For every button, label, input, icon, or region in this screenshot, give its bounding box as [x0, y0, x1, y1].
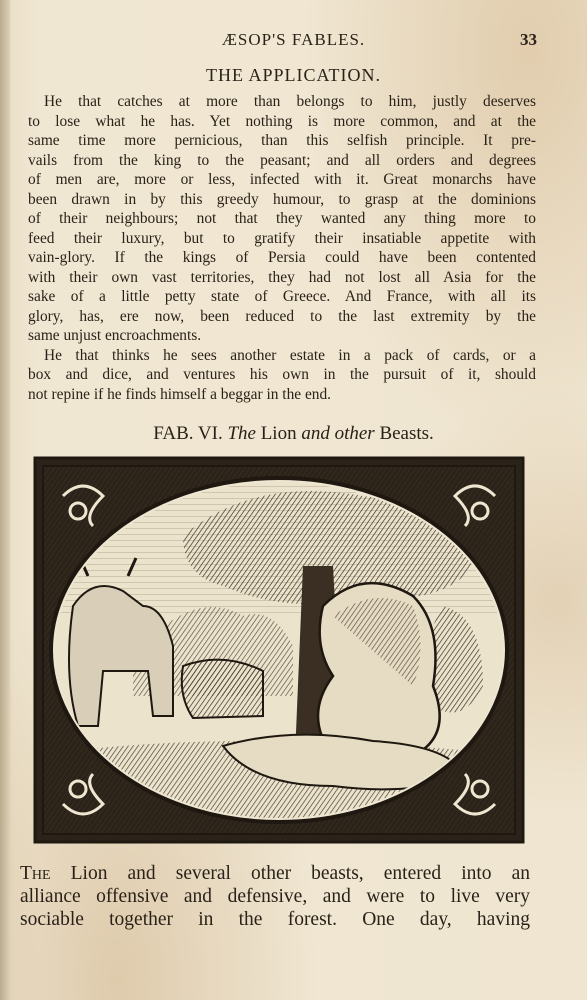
text-line: same unjust encroachments.: [28, 327, 202, 344]
text-line: He that thinks he sees another estate in a pack of cards, or a: [44, 346, 536, 364]
fable-title-beasts: Beasts.: [379, 423, 434, 444]
text-line: vails from the king to the peasant; and all orders and degrees: [28, 151, 536, 169]
text-line: with their own vast territories, they had not lost all Asia for the: [28, 268, 536, 286]
text-line: vain-glory. If the kings of Persia could have been contented: [28, 249, 536, 266]
text-line: box and dice, and ventures his own in the pursuit of it, should: [28, 366, 536, 383]
fable-title-lion: Lion: [260, 423, 297, 444]
text-line: [20, 862, 530, 885]
goat-figure: [182, 660, 263, 718]
text-line: of their neighbours; not that they wanted any thing more to: [28, 210, 536, 227]
text-line: to lose what he has. Yet nothing is more common, and at the: [28, 112, 536, 130]
text-line: He that catches at more than belongs to him, justly deserves: [44, 93, 536, 110]
text-line: not repine if he finds himself a beggar in the end.: [28, 385, 332, 403]
application-heading: THE APPLICATION.: [205, 65, 381, 85]
running-head: [0, 30, 587, 50]
woodcut-illustration: [33, 456, 525, 844]
text-line: sociable together in the forest. One day, having: [20, 909, 530, 930]
text-line: feed their luxury, but to gratify their insatiable appetite with: [28, 229, 536, 247]
fable-text: [20, 862, 530, 931]
fable-number: FAB. VI.: [153, 423, 223, 444]
text-line: glory, has, ere now, been reduced to the last extremity by the: [28, 307, 536, 325]
dropcap-word: The: [20, 863, 51, 884]
text-line: of men are, more or less, infected with it. Great monarchs have: [28, 171, 536, 188]
text-line: alliance offensive and defensive, and were to live very: [20, 886, 530, 907]
text-line: sake of a little petty state of Greece. And France, with all its: [28, 288, 536, 305]
fable-title-the: The: [227, 423, 256, 444]
page-binding-edge: [0, 0, 10, 1000]
fable-title: [0, 423, 587, 445]
running-title: ÆSOP'S FABLES.: [221, 30, 366, 49]
fable-title-and-other: and other: [301, 423, 375, 444]
text-line: been drawn in by this greedy humour, to grasp at the dominions: [28, 190, 536, 208]
text-line: same time more pernicious, than this selfish principle. It pre-: [28, 132, 536, 149]
application-text: [28, 92, 536, 404]
page-number: 33: [520, 30, 537, 49]
text-line-rest: Lion and several other beasts, entered into an: [50, 863, 530, 884]
